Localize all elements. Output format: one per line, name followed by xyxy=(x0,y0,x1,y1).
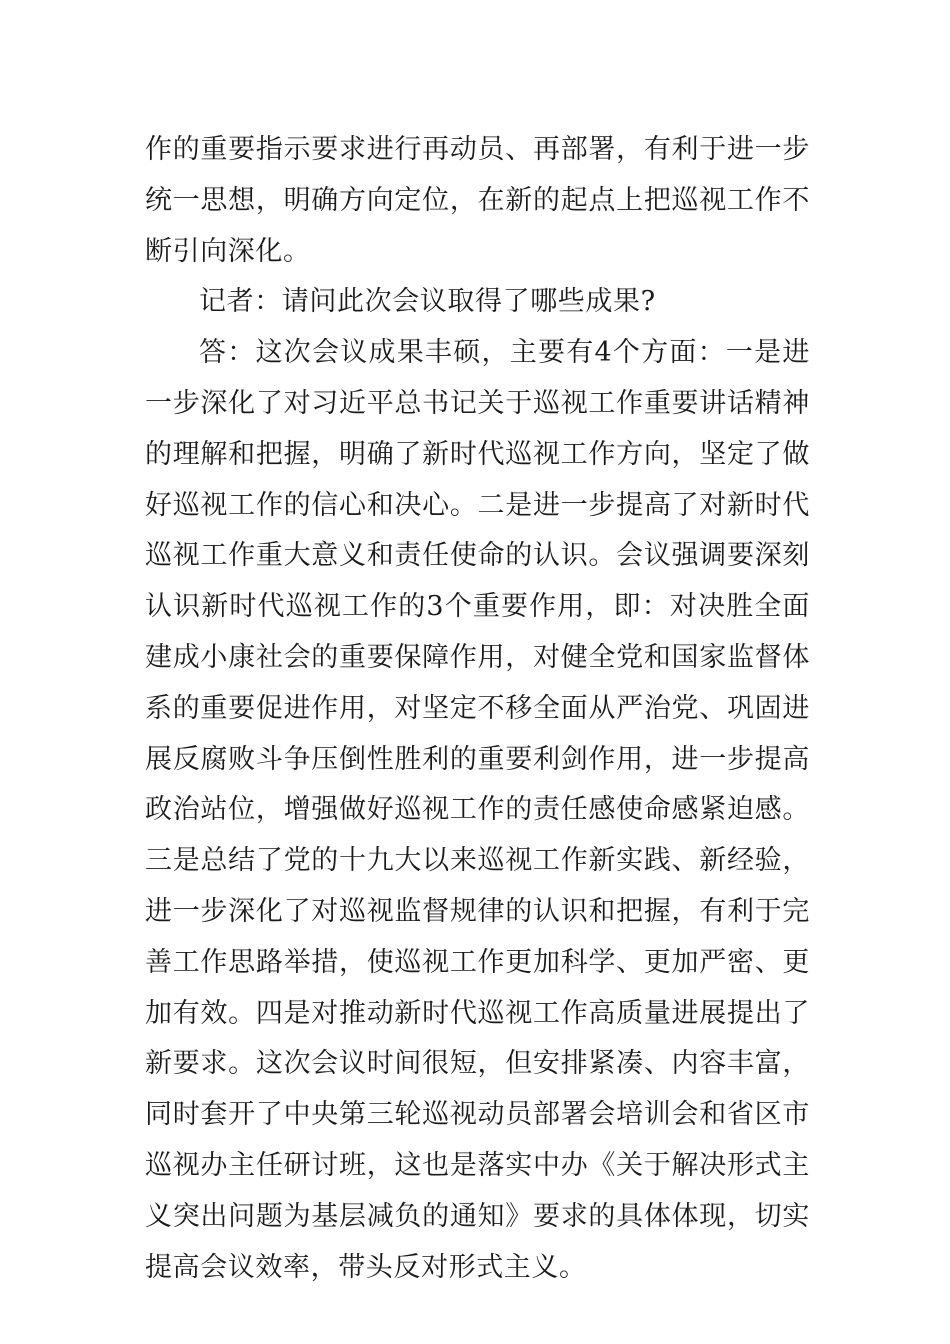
paragraph-answer: 答：这次会议成果丰硕，主要有4个方面：一是进一步深化了对习近平总书记关于巡视工作重要讲话精神的理解和把握，明确了新时代巡视工作方向，坚定了做好巡视工作的信心和决心。二是进一步提高了对新时代巡视工作重大意义和责任使命的认识。会议强调要深刻认识新时代巡视工作的3个重要作用，即：对决胜全面建成小康社会的重要保障作用，对健全党和国家监督体系的重要促进作用，对坚定不移全面从严治党、巩固进展反腐败斗争压倒性胜利的重要利剑作用，进一步提高政治站位，增强做好巡视工作的责任感使命感紧迫感。三是总结了党的十九大以来巡视工作新实践、新经验，进一步深化了对巡视监督规律的认识和把握，有利于完善工作思路举措，使巡视工作更加科学、更加严密、更加有效。四是对推动新时代巡视工作高质量进展提出了新要求。这次会议时间很短，但安排紧凑、内容丰富，同时套开了中央第三轮巡视动员部署会培训会和省区市巡视办主任研讨班，这也是落实中办《关于解决形式主义突出问题为基层减负的通知》要求的具体体现，切实提高会议效率，带头反对形式主义。 xyxy=(145,337,810,1283)
paragraph-reporter-question: 记者：请问此次会议取得了哪些成果? xyxy=(199,286,656,318)
paragraph-continuation: 作的重要指示要求进行再动员、再部署，有利于进一步统一思想，明确方向定位，在新的起点上把巡视工作不断引向深化。 xyxy=(145,134,810,267)
document-body xyxy=(145,125,810,1293)
